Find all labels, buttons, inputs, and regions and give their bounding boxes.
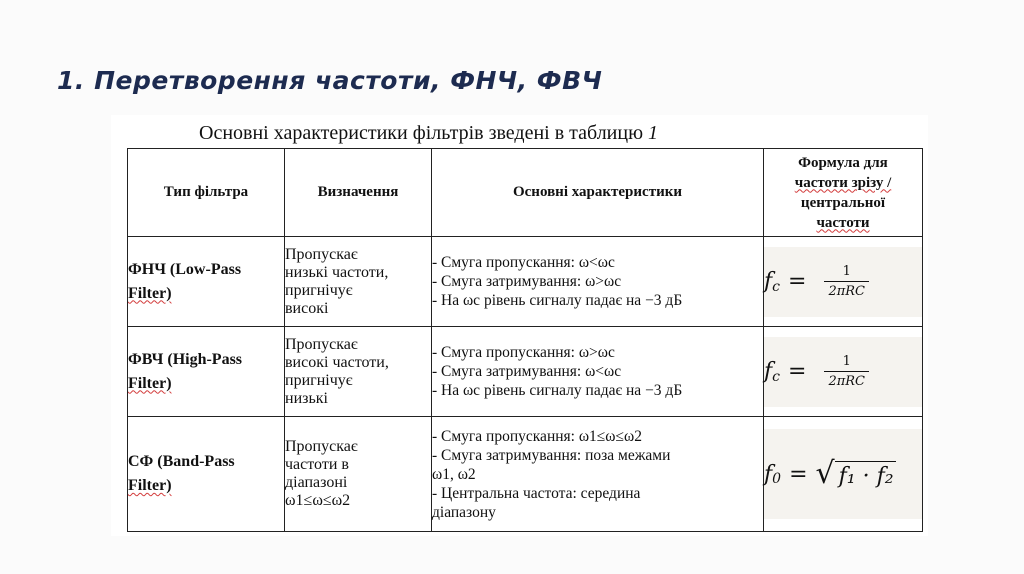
type-line: Filter) — [128, 477, 172, 494]
formula-image — [764, 429, 922, 519]
definition-line: ω1≤ω≤ω2 — [285, 492, 351, 509]
formula-subscript: c — [772, 278, 780, 295]
formula-fraction — [824, 264, 869, 299]
header-characteristics: Основні характеристики — [432, 149, 764, 237]
characteristic-line: - Смуга затримування: ω>ωc — [432, 273, 622, 290]
formula-lhs: f — [764, 269, 773, 294]
cell-definition — [285, 417, 432, 532]
definition-line: високі частоти, — [285, 353, 389, 371]
header-formula-line: Формула для — [798, 154, 888, 171]
definition-line: Пропускає — [285, 335, 358, 353]
cell-characteristics — [432, 417, 764, 532]
formula-subscript: 0 — [772, 471, 782, 487]
formula-denominator: 2πRC — [824, 281, 869, 299]
header-type: Тип фільтра — [128, 149, 285, 237]
characteristic-line: ω1, ω2 — [432, 465, 476, 483]
cell-characteristics — [432, 237, 764, 327]
characteristic-line: - На ωc рівень сигналу падає на −3 дБ — [432, 292, 683, 309]
definition-line: низькі — [285, 389, 328, 407]
formula-radicand: f₁ · f₂ — [835, 461, 896, 489]
characteristic-line: діапазону — [432, 503, 496, 521]
formula-fraction — [824, 354, 869, 389]
definition-line: пригнічує — [285, 371, 353, 389]
formula-denominator: 2πRC — [824, 371, 869, 389]
characteristic-line: - Смуга пропускання: ω1≤ω≤ω2 — [432, 427, 642, 445]
definition-line: пригнічує — [285, 281, 353, 299]
formula-image — [764, 247, 922, 317]
cell-formula — [764, 327, 923, 417]
cell-characteristics — [432, 327, 764, 417]
filters-table — [127, 148, 923, 532]
cell-formula — [764, 417, 923, 532]
slide-title: 1. Перетворення частоти, ФНЧ, ФВЧ — [57, 66, 603, 95]
type-line: СФ (Band-Pass — [128, 453, 235, 470]
cell-type — [128, 327, 285, 417]
formula-lhs: f — [764, 359, 773, 384]
caption-number: 1 — [648, 122, 659, 144]
header-definition: Визначення — [285, 149, 432, 237]
formula-equals: = — [789, 461, 808, 487]
formula-sqrt — [815, 456, 896, 491]
header-row — [128, 149, 923, 237]
characteristic-line: - Смуга пропускання: ω>ωc — [432, 344, 615, 361]
cell-definition — [285, 327, 432, 417]
cell-type — [128, 417, 285, 532]
definition-line: Пропускає — [285, 245, 358, 263]
table-row-lpf — [128, 237, 923, 327]
table-row-hpf — [128, 327, 923, 417]
type-line: Filter) — [128, 374, 172, 392]
cell-definition — [285, 237, 432, 327]
formula-image — [764, 337, 922, 407]
characteristic-line: - Смуга пропускання: ω<ωc — [432, 254, 615, 271]
header-formula-line: частоти — [816, 214, 870, 231]
definition-line: частоти в — [285, 456, 349, 473]
characteristic-line: - На ωc рівень сигналу падає на −3 дБ — [432, 382, 683, 399]
sqrt-sign: √ — [815, 456, 835, 491]
characteristic-line: - Смуга затримування: поза межами — [432, 446, 671, 464]
formula-lhs: f — [764, 461, 773, 487]
characteristic-line: - Центральна частота: середина — [432, 484, 641, 502]
header-formula — [764, 149, 923, 237]
formula-equals: = — [788, 269, 807, 294]
document-image — [111, 115, 928, 536]
definition-line: високі — [285, 299, 329, 317]
cell-type — [128, 237, 285, 327]
table-row-bpf — [128, 417, 923, 532]
header-formula-line: частоти зрізу / — [794, 174, 892, 191]
cell-formula — [764, 237, 923, 327]
type-line: ФНЧ (Low-Pass — [128, 260, 242, 278]
characteristic-line: - Смуга затримування: ω<ωc — [432, 363, 622, 380]
formula-numerator: 1 — [842, 354, 851, 369]
table-caption — [199, 122, 658, 145]
type-line: Filter) — [128, 284, 172, 302]
definition-line: діапазоні — [285, 474, 348, 491]
formula-numerator: 1 — [842, 264, 851, 279]
caption-text: Основні характеристики фільтрів зведені в таблицю — [199, 122, 649, 144]
header-formula-line: центральної — [800, 194, 886, 211]
formula-equals: = — [788, 359, 807, 384]
definition-line: низькі частоти, — [285, 263, 389, 281]
type-line: ФВЧ (High-Pass — [128, 350, 243, 368]
formula-subscript: c — [772, 368, 780, 385]
definition-line: Пропускає — [285, 438, 358, 455]
